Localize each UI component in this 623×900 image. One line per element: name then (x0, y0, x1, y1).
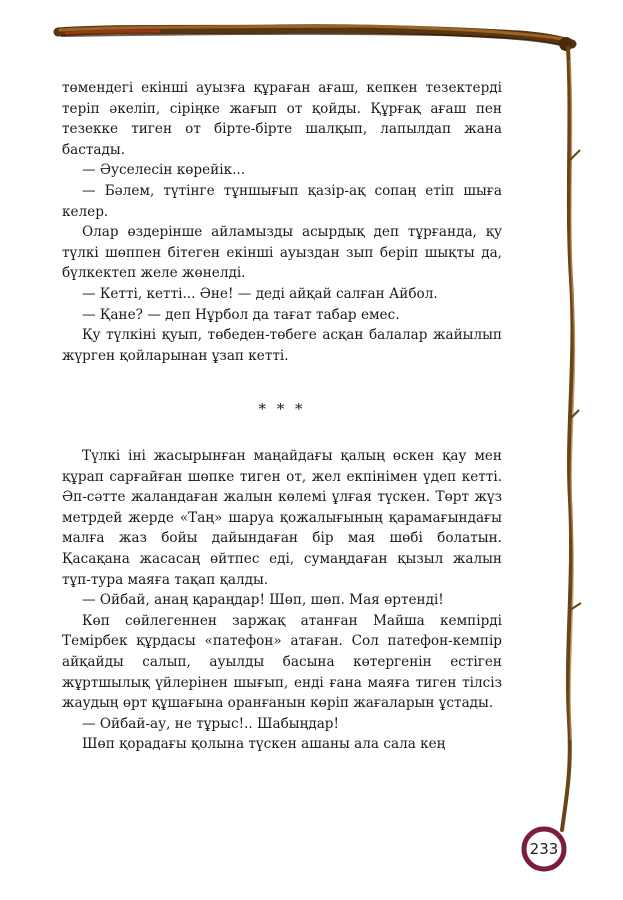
paragraph: — Әуселесін көрейік... (82, 162, 246, 179)
paragraph: — Қане? — деп Нұрбол да тағат табар емес. (82, 306, 400, 323)
paragraph: Қу түлкіні қуып, төбеден-төбеге асқан балалар жайылып жүрген қойларынан ұзап кетті. (62, 327, 502, 364)
paragraph: — Ойбай-ау, не тұрыс!.. Шабыңдар! (82, 715, 339, 732)
section-one-text (62, 78, 502, 366)
paragraph: Түлкі іні жасырынған маңайдағы қалың өскен қау мен құрап сарғайған шөпке тиген от, жел екпінімен үдеп кетті. Әп-сәтте жаландаған жалын көлемі ұлғая түскен. Төрт жүз метрдей жерде «Таң» шаруа қожалығының қарамағындағы малға жаз бойы дайындаған бір мая шөбі болатын. Қасақана жасасаң өйтпес еді, сумаңдаған қызыл жалын тұп-тура маяға тақап қалды. (62, 448, 502, 588)
paragraph: Көп сөйлегеннен заржақ атанған Майша кемпірді Темірбек құрдасы «патефон» атаған. Сол патефон-кемпір айқайды салып, ауылды басына көтергенін естіген жұртшылық үйлерінен шығып, енді ғана маяға тиген тілсіз жаудың өрт құшағына оранғанын көріп жағаларын ұстады. (62, 612, 502, 712)
page-number: 233 (529, 840, 559, 858)
section-separator: * * * (258, 400, 306, 418)
paragraph: — Кетті, кетті... Әне! — деді айқай салған Айбол. (82, 285, 438, 302)
section-two-text (62, 446, 502, 755)
paragraph: Шөп қорадағы қолына түскен ашаны ала сала кең (82, 736, 446, 753)
paragraph: — Бәлем, түтінге тұншығып қазір-ақ сопаң етіп шыға келер. (62, 182, 502, 220)
paragraph: — Ойбай, анаң қараңдар! Шөп, шөп. Мая өртенді! (82, 592, 444, 609)
paragraph: Олар өздерінше айламызды асырдық деп тұрғанда, қу түлкі шөппен бітеген екінші ауыздан зып беріп шықты да, бүлкектеп желе жөнелді. (62, 224, 502, 282)
paragraph: төмендегі екінші ауызға құраған ағаш, кепкен тезектерді теріп әкеліп, сіріңке жағып от қойды. Құрғақ ағаш пен тезекке тиген от бірте-бірте шалқып, лапылдап жана бастады. (62, 80, 502, 158)
